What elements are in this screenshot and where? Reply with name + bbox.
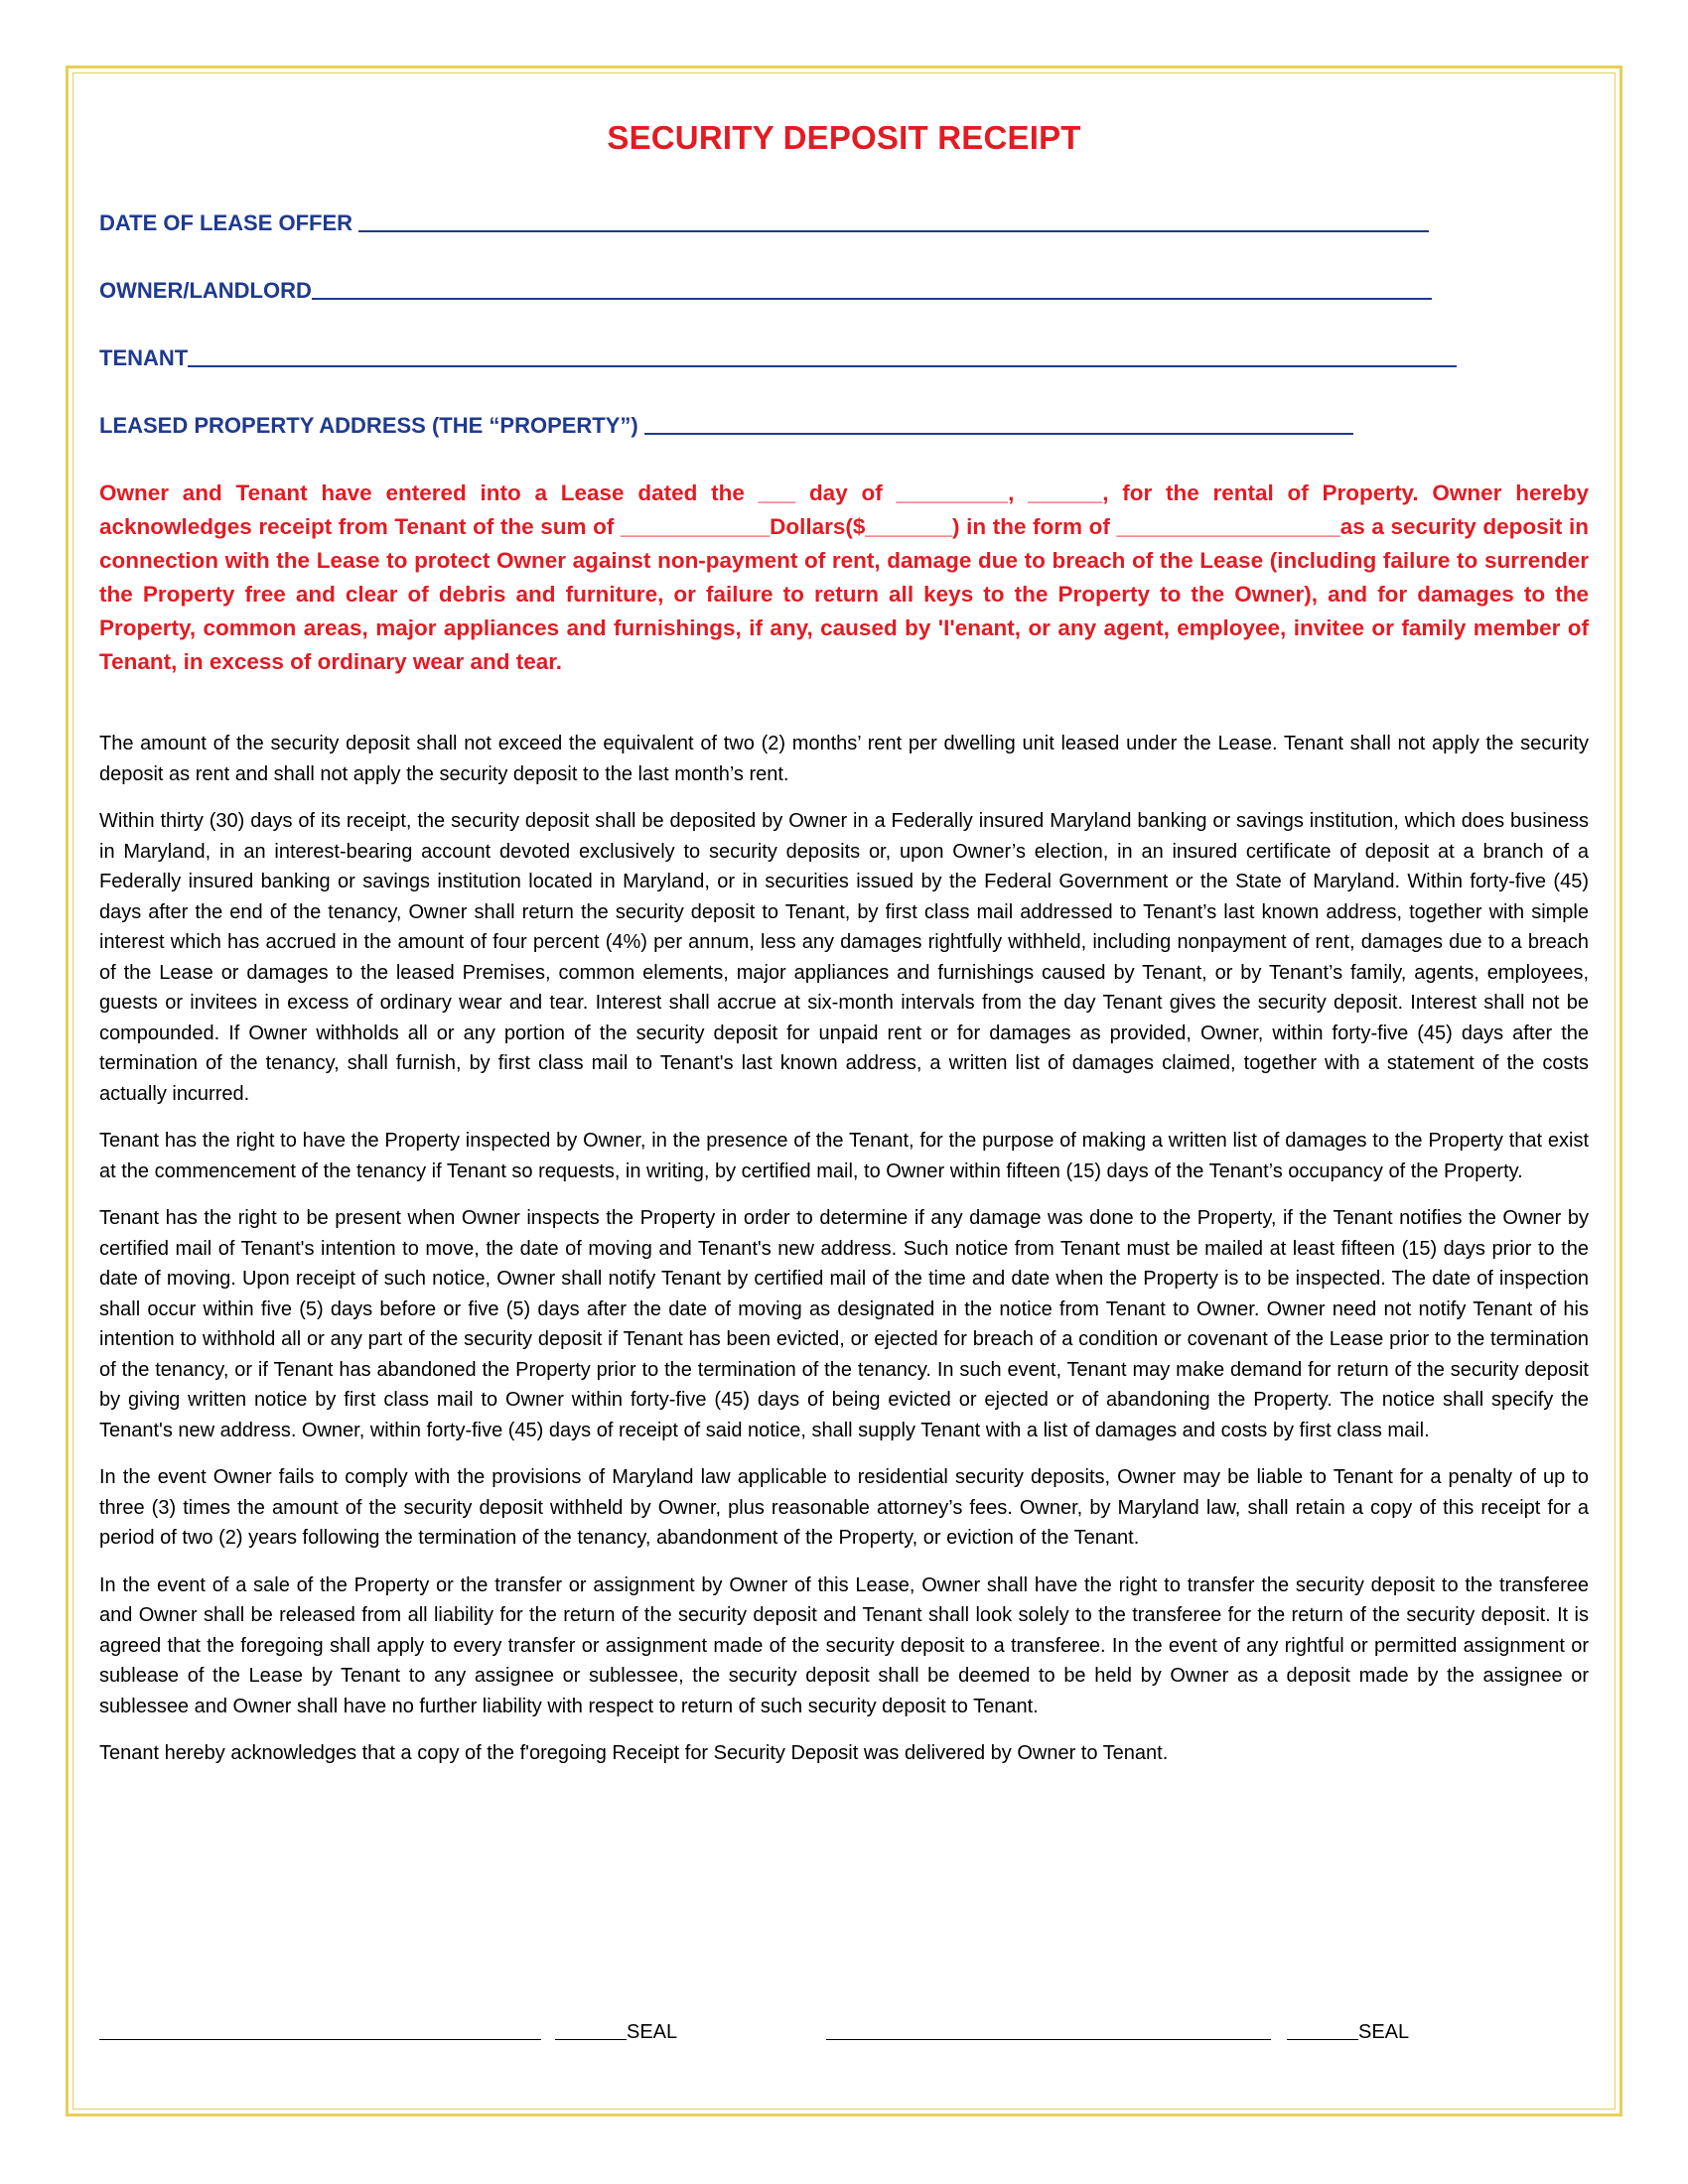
tenant-seal-line [1287, 2039, 1358, 2040]
owner-signature-line[interactable] [99, 2039, 541, 2040]
owner-landlord-blank[interactable] [312, 298, 1432, 300]
tenant-signature-line[interactable] [826, 2039, 1271, 2040]
owner-landlord-field [99, 274, 1589, 304]
signature-section [99, 2021, 1589, 2051]
paragraph-transfer: In the event of a sale of the Property or the transfer or assignment by Owner of this Lease, Owner shall have the right to transfer the security deposit to the transferee and Owner shall be released from all liability for the return of the security deposit and Tenant shall look solely to the transferee for the return of the security deposit. It is agreed that the foregoing shall apply to every transfer or assignment made of the security deposit to a transferee. In the event of any rightful or permitted assignment or sublease of the Lease by Tenant to any assignee or sublessee, the security deposit shall be deemed to be held by Owner as a deposit made by the assignee or sublessee and Owner shall have no further liability with respect to return of such security deposit to Tenant. [99, 1573, 1589, 1717]
leased-property-address-field [99, 409, 1589, 439]
owner-landlord-label: OWNER/LANDLORD [99, 278, 312, 303]
owner-seal-label: SEAL [627, 2021, 678, 2043]
tenant-label: TENANT [99, 345, 189, 370]
tenant-blank[interactable] [188, 365, 1457, 367]
paragraph-penalty: In the event Owner fails to comply with the provisions of Maryland law applicable to residential security deposits, Owner may be liable to Tenant for a penalty of up to three (3) times the amount of the security deposit withheld by Owner, plus reasonable attorney’s fees. Owner, by Maryland law, shall retain a copy of this receipt for a period of two (2) years following the termination of the tenancy, abandonment of the Property, or eviction of the Tenant. [99, 1466, 1589, 1549]
leased-property-address-blank[interactable] [644, 433, 1353, 435]
owner-signature-block [99, 2021, 677, 2044]
tenant-signature-block [826, 2021, 1409, 2044]
paragraph-move-out-inspection: Tenant has the right to be present when Owner inspects the Property in order to determine if any damage was done to the Property, if the Tenant notifies the Owner by certified mail of Tenant's intention to move, the date of moving and Tenant's new address. Such notice from Tenant must be mailed at least fifteen (15) days prior to the date of moving. Upon receipt of such notice, Owner shall notify Tenant by certified mail of the time and date when the Property is to be inspected. The date of inspection shall occur within five (5) days before or five (5) days after the date of moving as designated in the notice from Tenant to Owner. Owner need not notify Tenant of his intention to withhold all or any part of the security deposit if Tenant has been evicted, or ejected for breach of a condition or covenant of the Lease prior to the termination of the tenancy, or if Tenant has abandoned the Property prior to the termination of the tenancy. In such event, Tenant may make demand for return of the security deposit by giving written notice by first class mail to Owner within forty-five (45) days of being evicted or ejected or of abandoning the Property. The notice shall specify the Tenant's new address. Owner, within forty-five (45) days of receipt of said notice, shall supply Tenant with a list of damages and costs by first class mail. [99, 1207, 1589, 1441]
paragraph-deposit-limit: The amount of the security deposit shall not exceed the equivalent of two (2) months’ rent per dwelling unit leased under the Lease. Tenant shall not apply the security deposit as rent and shall not apply the security deposit to the last month’s rent. [99, 733, 1589, 785]
document-title: SECURITY DEPOSIT RECEIPT [607, 119, 1081, 156]
paragraph-deposit-handling: Within thirty (30) days of its receipt, the security deposit shall be deposited by Owner in a Federally insured Maryland banking or savings institution, which does business in Maryland, in an interest-bearing account devoted exclusively to security deposits or, upon Owner’s election, in an insured certificate of deposit at a branch of a Federally insured banking or savings institution located in Maryland, or in securities issued by the Federal Government or the State of Maryland. Within forty-five (45) days after the end of the tenancy, Owner shall return the security deposit to Tenant, by first class mail addressed to Tenant’s last known address, together with simple interest which has accrued in the amount of four percent (4%) per annum, less any damages rightfully withheld, including nonpayment of rent, damages due to a breach of the Lease or damages to the leased Premises, common elements, major appliances and furnishings caused by Tenant, or by Tenant’s family, agents, employees, guests or invitees in excess of ordinary wear and tear. Interest shall accrue at six-month intervals from the day Tenant gives the security deposit. Interest shall not be compounded. If Owner withholds all or any portion of the security deposit for unpaid rent or for damages as provided, Owner, within forty-five (45) days after the termination of the tenancy, shall furnish, by first class mail to Tenant's last known address, a written list of damages claimed, together with a statement of the costs actually incurred. [99, 810, 1589, 1105]
date-of-lease-offer-label: DATE OF LEASE OFFER [99, 210, 353, 235]
document-body [99, 119, 1589, 1786]
tenant-field [99, 341, 1589, 371]
tenant-seal-label: SEAL [1358, 2021, 1410, 2043]
paragraph-acknowledgement: Tenant hereby acknowledges that a copy of the f'oregoing Receipt for Security Deposit was delivered by Owner to Tenant. [99, 1742, 1169, 1764]
date-of-lease-offer-field [99, 206, 1589, 236]
deposit-acknowledgement-paragraph: Owner and Tenant have entered into a Lease dated the ___ day of _________, ______, for the rental of Property. Owner hereby acknowledges receipt from Tenant of the sum of ____________Dollars($_______) in the form of __________________as a security deposit in connection with the Lease to protect Owner against non-payment of rent, damage due to breach of the Lease (including failure to surrender the Property free and clear of debris and furniture, or failure to return all keys to the Property to the Owner), and for damages to the Property, common areas, major appliances and furnishings, if any, caused by 'I'enant, or any agent, employee, invitee or family member of Tenant, in excess of ordinary wear and tear. [99, 480, 1589, 674]
owner-seal-line [555, 2039, 627, 2040]
date-of-lease-offer-blank[interactable] [358, 230, 1429, 232]
paragraph-initial-inspection: Tenant has the right to have the Property inspected by Owner, in the presence of the Tenant, for the purpose of making a written list of damages to the Property that exist at the commencement of the tenancy if Tenant so requests, in writing, by certified mail, to Owner within fifteen (15) days of the Tenant’s occupancy of the Property. [99, 1130, 1589, 1182]
leased-property-address-label: LEASED PROPERTY ADDRESS (THE “PROPERTY”) [99, 413, 638, 438]
